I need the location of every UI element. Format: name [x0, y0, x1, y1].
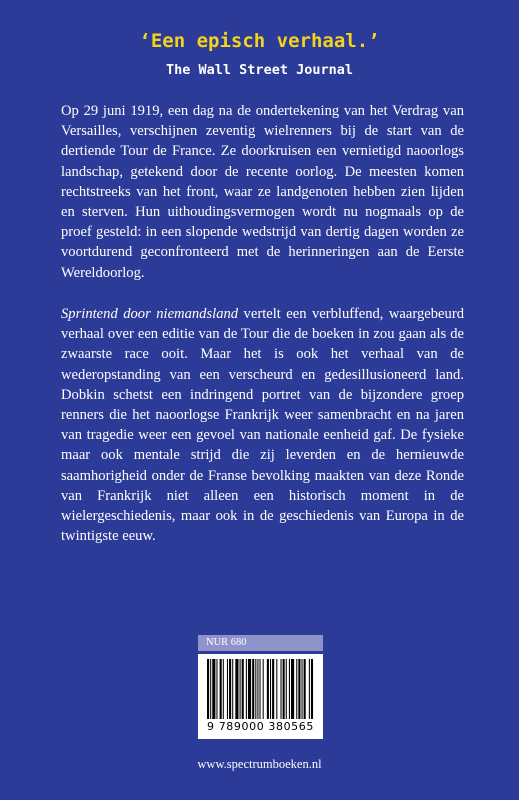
barcode-bar [311, 659, 313, 719]
barcode-bar [255, 659, 256, 719]
barcode-bar [283, 659, 285, 719]
barcode-bar [286, 659, 287, 719]
barcode-bar [229, 659, 231, 719]
barcode-bar [220, 659, 222, 719]
review-source: The Wall Street Journal [166, 62, 353, 78]
barcode-bar [240, 659, 241, 719]
barcode-bar [263, 659, 264, 719]
barcode-bar [289, 659, 290, 719]
barcode-bar [223, 659, 224, 719]
barcode-bar [272, 659, 274, 719]
barcode-bar [232, 659, 233, 719]
barcode-bar [210, 659, 211, 719]
barcode-bar [309, 659, 310, 719]
barcode-bar [257, 659, 258, 719]
barcode-bar [304, 659, 306, 719]
blurb-paragraph-1: Op 29 juni 1919, een dag na de ondertekening van het Verdrag van Versailles, verschijnen zeventig wielrenners bij de start van de dertiende Tour de France. Ze doorkruisen een vernietigd naoorlogs landschap, getekend door de recente oorlog. De meesten komen rechtstreeks van het front, waar ze landgenoten hebben zien lijden en sterven. Hun uithoudingsvermogen wordt nu nogmaals op de proef gesteld: in een slopende wedstrijd van dertig dagen worden ze voortdurend geconfronteerd met de herinneringen aan de Eerste Wereldoorlog. [61, 103, 464, 281]
barcode-bar [267, 659, 269, 719]
isbn-barcode [198, 654, 323, 739]
barcode-bar [212, 659, 215, 719]
barcode-bars [207, 659, 314, 719]
barcode-bar [235, 659, 238, 719]
barcode-bar [302, 659, 303, 719]
barcode-bar [291, 659, 294, 719]
barcode-bar [246, 659, 247, 719]
nur-code: NUR 680 [198, 635, 323, 651]
blurb-paragraph-2-text: vertelt een verbluffend, waargebeurd verhaal over een editie van de Tour die de boeken in zou gaan als de zwaarste race ooit. Maar het is ook het verhaal van de wederopstanding van een verscheurd en gedesillusioneerd land. Dobkin schetst een indringend portret van de bijzondere groep renners die het naoorlogse Frankrijk weer samenbracht en na jaren van tragedie weer een gevoel van nationale eenheid gaf. De fysieke maar ook mentale strijd die zij leverden en de hernieuwde saamhorigheid onder de Franse bevolking maakten van deze Ronde van Frankrijk niet alleen een historisch moment in de wielergeschiedenis, maar ook in de geschiedenis van Europa in de twintigste eeuw. [61, 306, 464, 545]
barcode-bar [276, 659, 277, 719]
barcode-bar [252, 659, 254, 719]
isbn-number: 9 789000 380565 [207, 720, 314, 733]
barcode-bar [298, 659, 300, 719]
barcode-bar [242, 659, 244, 719]
book-title: Sprintend door niemandsland [61, 306, 239, 322]
publisher-website: www.spectrumboeken.nl [197, 757, 322, 771]
barcode-bar [296, 659, 297, 719]
barcode-bar [216, 659, 217, 719]
blurb-paragraph-2 [61, 304, 464, 546]
barcode-bar [281, 659, 282, 719]
barcode-bar [260, 659, 261, 719]
barcode-bar [207, 659, 209, 719]
barcode-bar [248, 659, 251, 719]
barcode-bar [270, 659, 271, 719]
barcode-bar [227, 659, 228, 719]
review-quote: ‘Een episch verhaal.’ [139, 30, 380, 52]
